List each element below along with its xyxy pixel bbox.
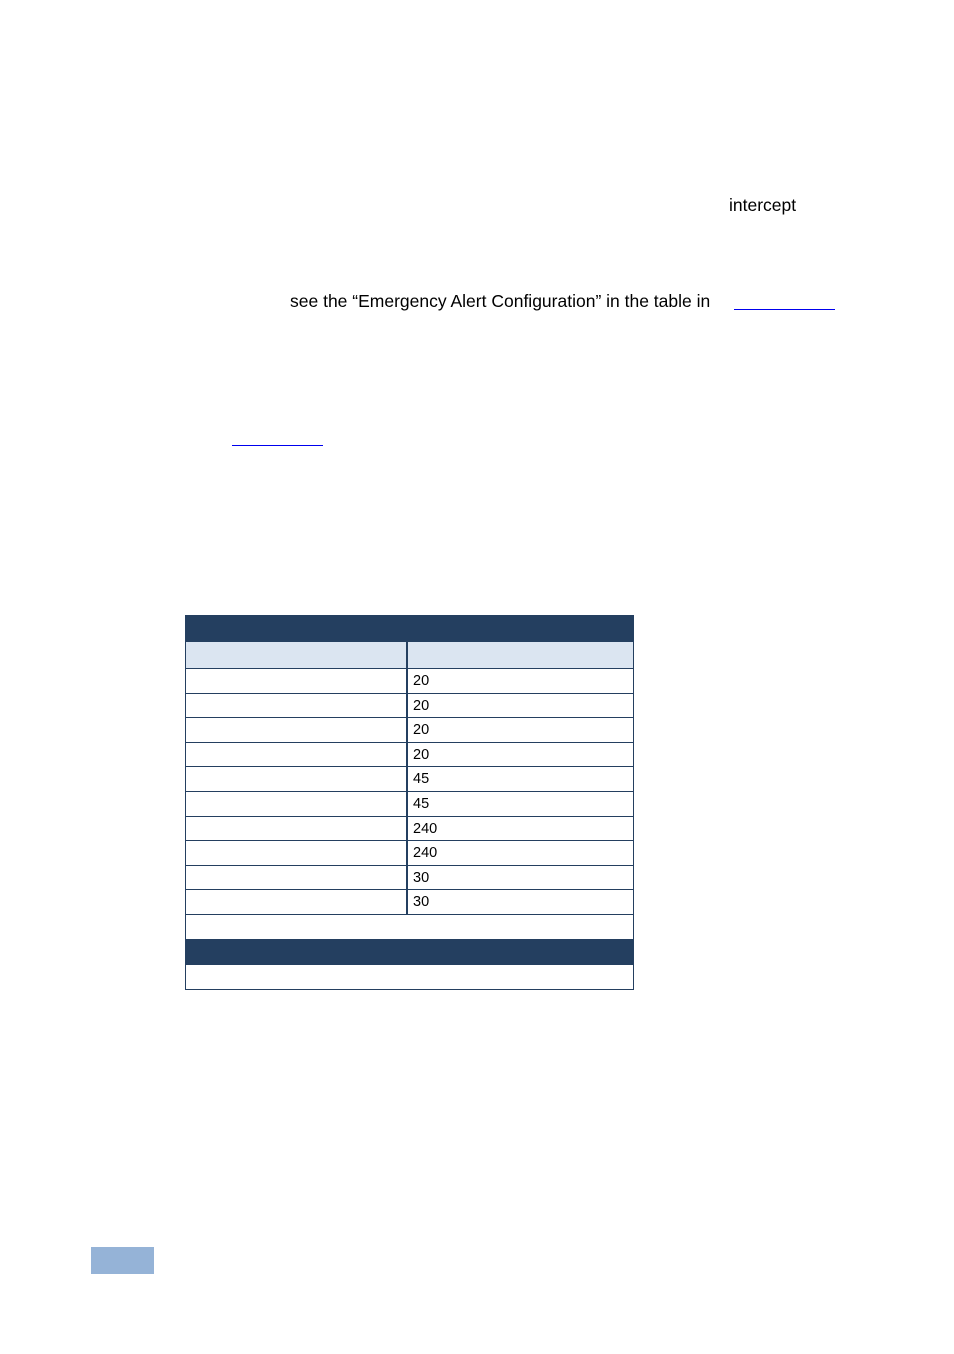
table-full-width-cell xyxy=(186,965,633,990)
table-cell-label xyxy=(186,792,408,816)
table-cell-value: 240 xyxy=(413,820,438,837)
table-cell-value: 20 xyxy=(413,722,430,739)
table-row xyxy=(186,792,633,817)
table-full-width-cell xyxy=(186,915,633,939)
table-row xyxy=(186,817,633,842)
table-cell-label xyxy=(186,817,408,841)
table-cell-label xyxy=(186,890,408,914)
table-cell-label xyxy=(186,743,408,767)
table-cell-label xyxy=(186,694,408,718)
table-row xyxy=(186,767,633,792)
table-cell-label xyxy=(186,841,408,865)
table-title-row xyxy=(186,615,633,642)
table-row xyxy=(186,841,633,866)
table-cell-label xyxy=(186,767,408,791)
table-column-header-row xyxy=(186,642,633,669)
table-row xyxy=(186,694,633,719)
table-row xyxy=(186,890,633,915)
table-full-width-row xyxy=(186,915,633,940)
table-cell-value: 30 xyxy=(413,869,430,886)
table-cell-value: 45 xyxy=(413,795,430,812)
table-cell-value: 240 xyxy=(413,845,438,862)
body-text-emergency-alert-reference: see the “Emergency Alert Configuration” in the table in xyxy=(290,291,711,311)
table-cell-value: 45 xyxy=(413,771,430,788)
table-cell-label xyxy=(186,718,408,742)
table-cell-value: 20 xyxy=(413,673,430,689)
table-row xyxy=(186,743,633,768)
table-section-header-row xyxy=(186,940,633,965)
table-row xyxy=(186,669,633,694)
table-cell-value: 20 xyxy=(413,697,430,714)
cross-reference-link[interactable] xyxy=(734,309,835,310)
page-number-tab xyxy=(91,1247,154,1274)
table-cell-label xyxy=(186,866,408,890)
table-cell-label xyxy=(186,669,408,693)
column-header-right xyxy=(408,642,633,668)
table-cell-value: 20 xyxy=(413,746,430,763)
body-text-intercept: intercept xyxy=(729,195,797,215)
table-cell-value: 30 xyxy=(413,894,430,911)
table-full-width-row xyxy=(186,965,633,990)
table-row xyxy=(186,866,633,891)
settings-table xyxy=(185,615,634,990)
cross-reference-link-second[interactable] xyxy=(232,445,323,446)
table-row xyxy=(186,718,633,743)
column-header-left xyxy=(186,642,408,668)
